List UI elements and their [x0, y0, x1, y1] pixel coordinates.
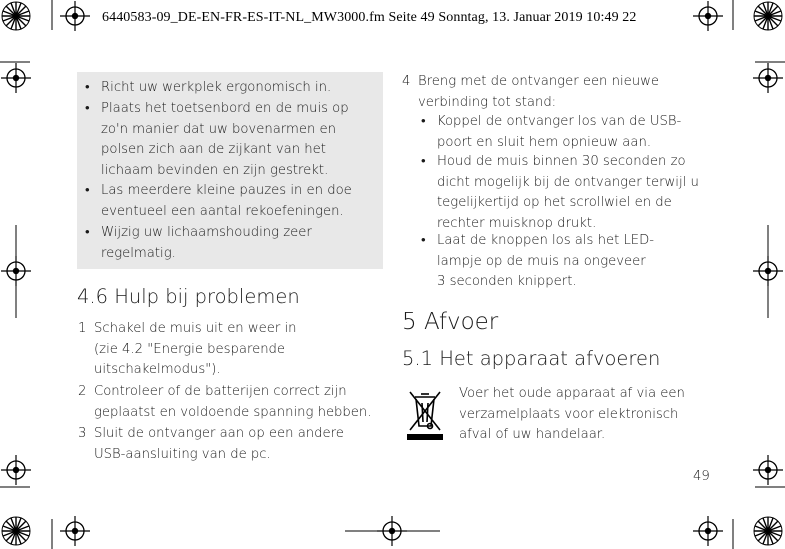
section-5-1-title: 5.1 Het apparaat afvoeren: [402, 347, 661, 370]
disposal-text: Voer het oude apparaat af via een verzamelplaats voor elektronisch afval of uw handelaar.: [459, 386, 685, 442]
print-header: 6440583-09_DE-EN-FR-ES-IT-NL_MW3000.fm Seite 49 Sonntag, 13. Januar 2019 10:49 22: [102, 10, 637, 25]
weee-crossed-bin-icon: [404, 388, 446, 442]
section-5-title: 5 Afvoer: [402, 309, 499, 335]
page-number: 49: [693, 469, 710, 484]
section-4-6-title: 4.6 Hulp bij problemen: [77, 285, 300, 308]
